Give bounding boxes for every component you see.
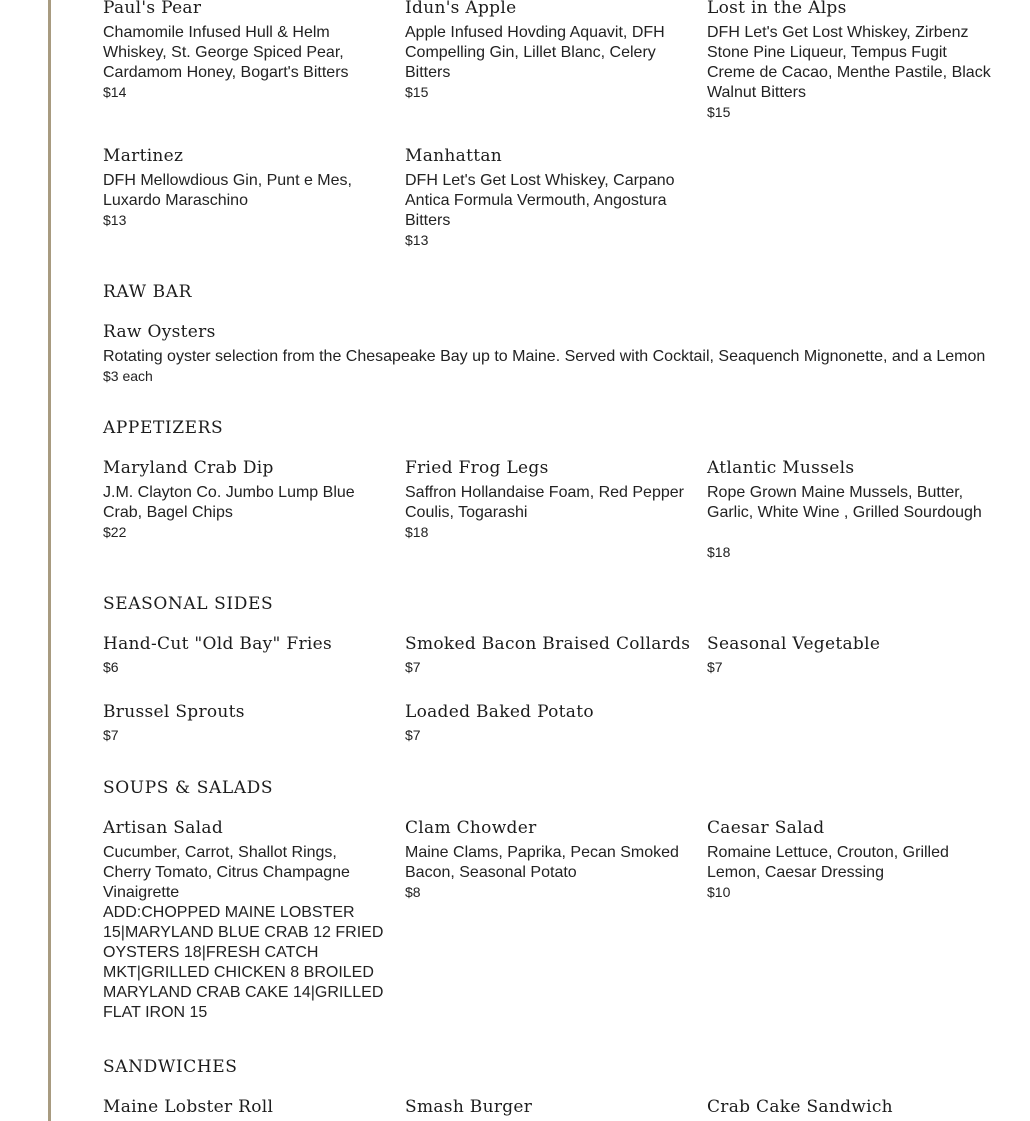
menu-item [405, 146, 690, 249]
menu-item [707, 634, 992, 676]
item-description: Rotating oyster selection from the Chesapeake Bay up to Maine. Served with Cocktail, Seaquench Mignonette, and a Lemon [103, 348, 986, 365]
item-description: DFH Mellowdious Gin, Punt e Mes, Luxardo Maraschino [103, 172, 352, 209]
item-price: $14 [103, 84, 127, 100]
item-name: Manhattan [405, 146, 503, 166]
menu-item [103, 818, 388, 1023]
item-name: Loaded Baked Potato [405, 702, 594, 722]
item-price: $18 [405, 524, 429, 540]
item-name: Crab Cake Sandwich [707, 1097, 893, 1117]
menu-item [103, 146, 388, 229]
item-name: Atlantic Mussels [707, 458, 855, 478]
item-price: $18 [707, 544, 731, 560]
section-title: RAW BAR [103, 282, 193, 302]
item-description: J.M. Clayton Co. Jumbo Lump Blue Crab, Bagel Chips [103, 484, 355, 521]
item-description: DFH Let's Get Lost Whiskey, Zirbenz Stone Pine Liqueur, Tempus Fugit Creme de Cacao, Menthe Pastile, Black Walnut Bitters [707, 24, 991, 101]
menu-item [103, 1097, 388, 1117]
item-name: Idun's Apple [405, 0, 517, 18]
menu-item [103, 458, 388, 541]
item-price: $7 [707, 659, 723, 675]
menu-item [707, 1097, 992, 1117]
section-title: SOUPS & SALADS [103, 778, 274, 798]
item-name: Lost in the Alps [707, 0, 847, 18]
item-name: Martinez [103, 146, 184, 166]
item-price: $13 [103, 212, 127, 228]
item-description: DFH Let's Get Lost Whiskey, Carpano Antica Formula Vermouth, Angostura Bitters [405, 172, 675, 229]
item-price: $7 [103, 727, 119, 743]
item-name: Smash Burger [405, 1097, 533, 1117]
menu-item [103, 0, 388, 101]
menu-item [103, 322, 1003, 385]
item-price: $15 [707, 104, 731, 120]
item-price: $3 each [103, 368, 153, 384]
menu-item [103, 702, 388, 744]
menu-item [405, 458, 690, 541]
item-price: $15 [405, 84, 429, 100]
item-description: Saffron Hollandaise Foam, Red Pepper Coulis, Togarashi [405, 484, 684, 521]
sides-section [103, 594, 1003, 614]
item-name: Clam Chowder [405, 818, 537, 838]
menu-item [103, 634, 388, 676]
item-description: Cucumber, Carrot, Shallot Rings, Cherry Tomato, Citrus Champagne Vinaigrette [103, 844, 350, 901]
item-price: $8 [405, 884, 421, 900]
menu-item [707, 458, 992, 561]
menu-item [707, 0, 992, 121]
item-name: Brussel Sprouts [103, 702, 245, 722]
menu-item [405, 0, 690, 101]
appetizers-section [103, 418, 1003, 438]
item-name: Artisan Salad [103, 818, 224, 838]
item-name: Maryland Crab Dip [103, 458, 274, 478]
item-description: Romaine Lettuce, Crouton, Grilled Lemon, Caesar Dressing [707, 844, 949, 881]
item-addons: ADD:CHOPPED MAINE LOBSTER 15|MARYLAND BLUE CRAB 12 FRIED OYSTERS 18|FRESH CATCH MKT|GRILLED CHICKEN 8 BROILED MARYLAND CRAB CAKE 14|GRILLED FLAT IRON 15 [103, 904, 384, 1021]
section-title: SEASONAL SIDES [103, 594, 274, 614]
menu-item [405, 818, 690, 901]
item-price: $13 [405, 232, 429, 248]
item-description: Rope Grown Maine Mussels, Butter, Garlic, White Wine , Grilled Sourdough [707, 484, 982, 521]
item-description: Chamomile Infused Hull & Helm Whiskey, St. George Spiced Pear, Cardamom Honey, Bogart's Bitters [103, 24, 349, 81]
section-title: SANDWICHES [103, 1057, 238, 1077]
item-price: $6 [103, 659, 119, 675]
item-name: Raw Oysters [103, 322, 216, 342]
item-name: Fried Frog Legs [405, 458, 549, 478]
section-title: APPETIZERS [103, 418, 224, 438]
item-name: Smoked Bacon Braised Collards [405, 634, 691, 654]
item-name: Hand-Cut "Old Bay" Fries [103, 634, 333, 654]
item-name: Caesar Salad [707, 818, 825, 838]
item-description: Maine Clams, Paprika, Pecan Smoked Bacon, Seasonal Potato [405, 844, 679, 881]
sandwiches-section [103, 1057, 1003, 1077]
menu-item [405, 702, 690, 744]
menu-item [405, 634, 690, 676]
soups-salads-section [103, 778, 1003, 798]
item-price: $7 [405, 727, 421, 743]
menu-item [405, 1097, 690, 1117]
raw-bar-section [103, 282, 1003, 302]
item-description: Apple Infused Hovding Aquavit, DFH Compelling Gin, Lillet Blanc, Celery Bitters [405, 24, 665, 81]
item-price: $22 [103, 524, 127, 540]
menu-item [707, 818, 992, 901]
item-name: Seasonal Vegetable [707, 634, 881, 654]
menu-left-border [48, 0, 51, 1121]
item-price: $10 [707, 884, 731, 900]
item-name: Maine Lobster Roll [103, 1097, 274, 1117]
item-price: $7 [405, 659, 421, 675]
item-name: Paul's Pear [103, 0, 202, 18]
